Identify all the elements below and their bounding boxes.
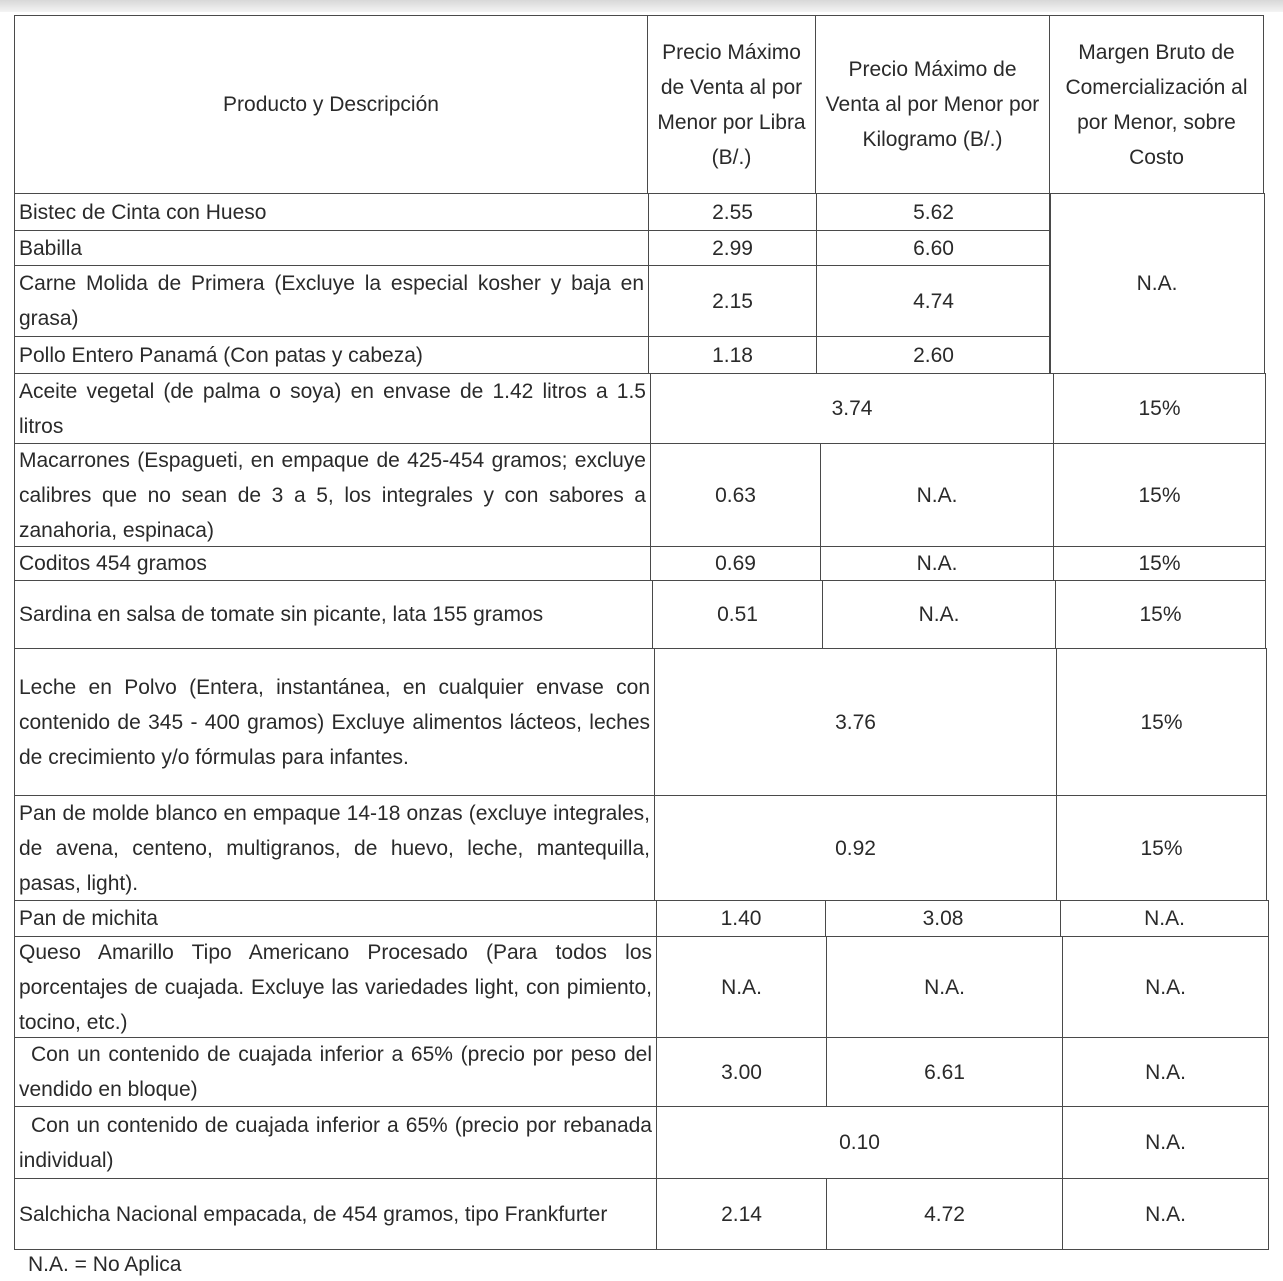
- price-kg-cell-text: 4.74: [913, 289, 954, 313]
- price-kg-cell-text: 2.60: [913, 343, 954, 367]
- product-cell-text: Sardina en salsa de tomate sin picante, lata 155 gramos: [19, 603, 544, 626]
- margin-cell: [1056, 648, 1267, 796]
- product-cell: [14, 900, 657, 937]
- margin-cell-text: 15%: [1138, 483, 1181, 507]
- product-cell-text: Coditos 454 gramos: [19, 552, 207, 575]
- price-kg-cell-text: N.A.: [916, 552, 958, 575]
- margin-cell-text: N.A.: [1145, 1202, 1186, 1226]
- margin-cell: [1055, 580, 1266, 649]
- product-cell: [14, 443, 651, 547]
- price-lb-cell-text: 2.15: [712, 289, 753, 313]
- price-lb-cell: [650, 443, 821, 547]
- margin-cell: [1056, 795, 1267, 901]
- product-cell: [14, 546, 651, 581]
- price-kg-cell-text: 6.61: [924, 1060, 965, 1084]
- price-kg-cell: [826, 1178, 1063, 1250]
- price-lb-cell-text: 1.18: [712, 343, 753, 367]
- header-margin: [1049, 15, 1264, 194]
- price-lb-cell-text: 0.69: [715, 552, 756, 575]
- price-lb-cell: [648, 230, 817, 266]
- header-product: [14, 15, 648, 194]
- product-cell-text: Carne Molida de Primera (Excluye la especial kosher y baja en grasa): [19, 272, 644, 330]
- margin-cell: [1062, 1106, 1269, 1179]
- margin-merged-cell-text: N.A.: [1136, 272, 1178, 295]
- product-cell: [14, 1178, 657, 1250]
- header-price-kg: [815, 15, 1050, 194]
- price-kg-cell: [816, 336, 1051, 374]
- price-lb-cell-text: 0.51: [717, 603, 758, 626]
- header-product-label: Producto y Descripción: [223, 93, 439, 116]
- top-bar: [0, 0, 1283, 12]
- margin-cell: [1062, 1037, 1269, 1107]
- product-cell: [14, 1106, 657, 1179]
- product-cell-text: Aceite vegetal (de palma o soya) en envase de 1.42 litros a 1.5 litros: [19, 379, 646, 438]
- product-cell: [14, 265, 649, 337]
- product-cell-text: Pollo Entero Panamá (Con patas y cabeza): [19, 343, 423, 367]
- product-cell: [14, 230, 649, 266]
- price-kg-cell: [816, 230, 1051, 266]
- product-cell: [14, 580, 653, 649]
- price-lb-cell-text: 2.55: [712, 200, 753, 224]
- price-kg-cell: [816, 265, 1051, 337]
- margin-cell: [1053, 443, 1266, 547]
- price-lb-cell: [650, 546, 821, 581]
- product-cell: [14, 936, 657, 1038]
- header-price-lb: [647, 15, 816, 194]
- product-cell-text: Leche en Polvo (Entera, instantánea, en cualquier envase con contenido de 345 - 400 gramos) Excluye alimentos lácteos, leches de crecimiento y/o fórmulas para infantes.: [19, 675, 650, 769]
- product-cell-text: Pan de michita: [19, 907, 158, 930]
- margin-cell: [1053, 546, 1266, 581]
- product-cell-text: Con un contenido de cuajada inferior a 65% (precio por peso del vendido en bloque): [19, 1043, 652, 1101]
- margin-cell-text: N.A.: [1145, 975, 1186, 999]
- price-lb-cell: [656, 1178, 827, 1250]
- price-lb-cell: [656, 900, 826, 937]
- product-cell-text: Bistec de Cinta con Hueso: [19, 200, 267, 224]
- price-merged-cell: [654, 795, 1057, 901]
- price-lb-cell-text: 0.63: [715, 483, 756, 507]
- price-merged-cell: [656, 1106, 1063, 1179]
- price-lb-cell-text: 2.99: [712, 236, 753, 260]
- price-lb-cell: [648, 193, 817, 231]
- price-kg-cell: [820, 546, 1054, 581]
- margin-cell-text: 15%: [1138, 552, 1181, 575]
- price-lb-cell: [652, 580, 823, 649]
- price-kg-cell: [822, 580, 1056, 649]
- price-kg-cell-text: N.A.: [918, 603, 960, 626]
- product-cell: [14, 795, 655, 901]
- price-kg-cell: [816, 193, 1051, 231]
- price-lb-cell: [656, 1037, 827, 1107]
- product-cell: [14, 1037, 657, 1107]
- margin-cell: [1060, 900, 1269, 937]
- price-kg-cell-text: N.A.: [924, 975, 965, 999]
- header-price-lb-label: Precio Máximo de Venta al por Menor por Libra (B/.): [657, 40, 806, 169]
- product-cell-text: Babilla: [19, 236, 83, 260]
- price-lb-cell: [648, 265, 817, 337]
- price-lb-cell: [648, 336, 817, 374]
- margin-merged-cell: [1049, 193, 1265, 374]
- margin-cell-text: N.A.: [1145, 1060, 1186, 1084]
- margin-cell: [1062, 936, 1269, 1038]
- margin-cell-text: 15%: [1138, 397, 1181, 420]
- price-merged-cell: [654, 648, 1057, 796]
- margin-cell-text: 15%: [1140, 710, 1183, 734]
- price-kg-cell: [820, 443, 1054, 547]
- product-cell-text: Queso Amarillo Tipo Americano Procesado (Para todos los porcentajes de cuajada. Excluye las variedades light, con pimiento, tocino, etc.): [19, 940, 652, 1034]
- footnote: N.A. = No Aplica: [28, 1253, 182, 1276]
- price-kg-cell-text: 3.08: [922, 907, 964, 930]
- margin-cell-text: 15%: [1139, 603, 1182, 626]
- price-kg-cell: [826, 936, 1063, 1038]
- price-kg-cell: [826, 1037, 1063, 1107]
- price-lb-cell-text: 2.14: [721, 1202, 762, 1226]
- price-merged-cell-text: 0.10: [839, 1131, 880, 1154]
- product-cell-text: Macarrones (Espagueti, en empaque de 425-454 gramos; excluye calibres que no sean de 3 a 5, los integrales y con sabores a zanahoria, espinaca): [19, 448, 646, 542]
- price-kg-cell-text: N.A.: [916, 483, 958, 507]
- price-kg-cell-text: 4.72: [924, 1202, 965, 1226]
- margin-cell-text: 15%: [1140, 836, 1183, 860]
- price-merged-cell-text: 3.76: [835, 710, 876, 734]
- product-cell-text: Pan de molde blanco en empaque 14-18 onzas (excluye integrales, de avena, centeno, multigranos, de huevo, leche, mantequilla, pasas, light).: [19, 801, 650, 895]
- price-merged-cell: [650, 373, 1054, 444]
- header-margin-label: Margen Bruto de Comercialización al por Menor, sobre Costo: [1065, 40, 1248, 169]
- product-cell: [14, 336, 649, 374]
- price-lb-cell-text: 1.40: [720, 907, 762, 930]
- margin-cell: [1062, 1178, 1269, 1250]
- price-merged-cell-text: 3.74: [831, 397, 873, 420]
- product-cell-text: Salchicha Nacional empacada, de 454 gramos, tipo Frankfurter: [19, 1202, 608, 1226]
- margin-cell-text: N.A.: [1144, 907, 1185, 930]
- margin-cell: [1053, 373, 1266, 444]
- product-cell: [14, 373, 651, 444]
- price-merged-cell-text: 0.92: [835, 836, 876, 860]
- margin-cell-text: N.A.: [1145, 1131, 1186, 1154]
- header-price-kg-label: Precio Máximo de Venta al por Menor por Kilogramo (B/.): [825, 58, 1040, 151]
- price-kg-cell-text: 6.60: [913, 236, 954, 260]
- price-kg-cell: [825, 900, 1061, 937]
- price-lb-cell: [656, 936, 827, 1038]
- product-cell: [14, 193, 649, 231]
- product-cell-text: Con un contenido de cuajada inferior a 65% (precio por rebanada individual): [19, 1113, 652, 1172]
- price-kg-cell-text: 5.62: [913, 200, 954, 224]
- product-cell: [14, 648, 655, 796]
- price-lb-cell-text: N.A.: [721, 975, 762, 999]
- price-lb-cell-text: 3.00: [721, 1060, 762, 1084]
